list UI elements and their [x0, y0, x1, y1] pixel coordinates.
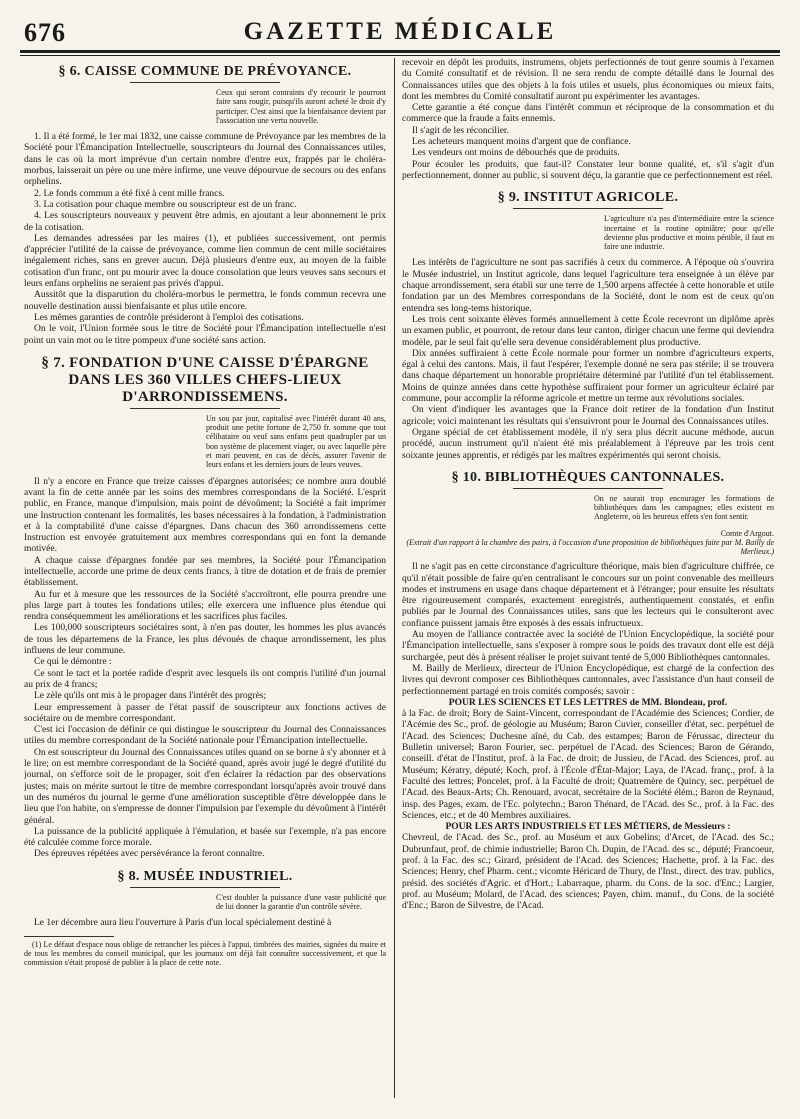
left-column [24, 60, 386, 1100]
section-9-paragraph: Les trois cent soixante élèves formés annuellement à cette École recevront un diplôme après un examen public, et pourront, de retour dans leur canton, diriger chacun une ferme qui deviendra modèle, par le seul fait qu'elle sera devenue considérablement plus productive. [402, 314, 774, 348]
section-9-paragraph: On vient d'indiquer les avantages que la France doit retirer de la fondation d'un Institut agricole; voici maintenant les résultats qui s'ensuivront pour le Journal des Connaissances utiles. [402, 405, 774, 427]
section-8-continued [402, 58, 774, 182]
section-7-paragraph: Il n'y a encore en France que treize caisses d'épargnes autorisées; ce nombre aura doublé avant la fin de cette année par les soins des membres correspondans de la Société. L'esprit public, en France, manque d'impulsion, mais point de dévoûment; la Société a fait imprimer une Instruction contenant les formalités, les bases nécessaires à la fondation, à l'administration et à la comptabilité d'une caisse d'épargnes. Dans chacun des 360 arrondissemens cette Instruction est envoyée gratuitement aux membres correspondans qui en font la demande motivée. [24, 476, 386, 555]
committee-heading-arts: POUR LES ARTS INDUSTRIELS ET LES MÉTIERS, de Messieurs : [445, 822, 731, 833]
section-9-paragraph: Organe spécial de cet établissement modèle, il n'y sera plus décrit aucune méthode, aucun procédé, aucun instrument qu'il n'aient été mis préalablement à l'épreuve par les trois cent soixante jeunes apprentis, et rédigés par les maîtres expérimentés qui seront choisis. [402, 427, 774, 461]
section-10-paragraph: Chevreul, de l'Acad. des Sc., prof. au Muséum et aux Gobelins; d'Arcet, de l'Acad. des Sc.; Dubrunfaut, prof. de chimie industrielle; Baron Ch. Dupin, de l'Acad. des sc., député; Francoeur, prof. à la Fac. des sc.; Girard, président de l'Acad. des Sciences; Hachette, prof. à la Fac. des Sciences; Henry, chef Pharm. cent.; vicomte Héricard de Thury, de l'Inst., direct. des trav. publics, présid. des sociétés d'Agric. et d'Hort.; Labarraque, pharm. du Cons. de la soc. d'Enc.; Largier, prof. au Muséum; Molard, de l'Acad. des sciences; Payen, chim. manuf., du Cons. de la société d'Enc.; Baron de Silvestre, de l'Acad. [402, 833, 774, 912]
section-8-paragraph: Il s'agit de les réconcilier. [412, 125, 509, 136]
section-8-paragraph: Pour écouler les produits, que faut-il? Constater leur bonne qualité, et, s'il s'agit d'un perfectionnement, donner au public, si souvent déçu, la garantie que ce perfectionnement est réel. [402, 159, 774, 181]
section-7-paragraph: La puissance de la publicité appliquée à l'émulation, et basée sur l'exemple, n'a pas encore été calculée comme force morale. [24, 826, 386, 849]
section-8-paragraph: Les vendeurs ont moins de débouchés que de produits. [412, 148, 620, 159]
footnote: (1) Le défaut d'espace nous oblige de retrancher les pièces à l'appui, timbrées des mairies, signées du maire et de tous les membres du conseil municipal, que les journaux ont déjà fait connaître successivement, et que la commission s'était proposé de publier à la place de cette note. [24, 939, 386, 968]
column-divider [394, 58, 395, 1098]
section-6-paragraph: Les mêmes garanties de contrôle présideront à l'emploi des cotisations. [34, 312, 304, 323]
masthead-title: GAZETTE MÉDICALE [243, 18, 557, 45]
section-6-paragraph: Aussitôt que la disparution du choléra-morbus le permettra, le fonds commun recevra une nouvelle destination aussi bienfaisante et plus utile encore. [24, 290, 386, 312]
section-8-epigraph: C'est doubler la puissance d'une vaste publicité que de lui donner la garantie d'un contrôle sévère. [216, 892, 386, 911]
section-9-body [402, 258, 774, 461]
header-rule-thin [20, 55, 780, 56]
section-7-paragraph: Leur empressement à passer de l'état passif de souscripteur aux fonctions actives de sociétaire ou de membre correspondant. [24, 702, 386, 724]
section-6-paragraph: On le voit, l'Union formée sous le titre de Société pour l'Émancipation intellectuelle n'est point un vain mot ou le titre pompeux d'une société sans action. [24, 324, 386, 346]
section-7-body [24, 477, 386, 861]
section-7-title-rule [130, 408, 280, 409]
section-6-paragraph: 1. Il a été formé, le 1er mai 1832, une caisse commune de Prévoyance par les membres de la Société pour l'Émancipation Intellectuelle, souscripteurs du Journal des Connaissances utiles, dans le cas où la mort imprévue d'un certain nombre d'entre eux, frappés par le choléra-morbus, laisserait un père ou une mère infirme, une veuve dépourvue de secours ou des enfans orphelins. [24, 132, 386, 188]
section-8-paragraph: Le 1er décembre aura lieu l'ouverture à Paris d'un local spécialement destiné à [34, 918, 332, 929]
section-6-body [24, 132, 386, 347]
section-7-paragraph: Le zèle qu'ils ont mis à le propager dans l'intérêt des progrès; [34, 691, 267, 702]
section-9-title-rule [513, 208, 663, 209]
right-column [402, 58, 774, 1098]
section-10-epigraph: On ne saurait trop encourager les formations de bibliothèques dans les campagnes; elles existent en Angleterre, où les heureux effets s'en font sentir. [594, 493, 774, 522]
section-7-paragraph: A chaque caisse d'épargnes fondée par ses membres, la Société pour l'Émancipation intellectuelle, accorde une prime de deux cents francs, à titre de dotation et de frais de premier établissement. [24, 555, 386, 589]
section-10-paragraph: M. Bailly de Merlieux, directeur de l'Union Encyclopédique, est chargé de la confection des livres qui devront composer ces Bibliothèques cantonnales, avec l'assistance d'un haut conseil de perfectionnement partagé en trois comités composés; savoir : [402, 663, 774, 697]
section-7-paragraph: Des épreuves répétées avec persévérance la feront connaître. [34, 849, 265, 860]
section-6-paragraph: 2. Le fonds commun a été fixé à cent mille francs. [34, 188, 225, 199]
section-8-paragraph: Les acheteurs manquent moins d'argent que de confiance. [412, 137, 631, 148]
section-8-title: § 8. MUSÉE INDUSTRIEL. [117, 868, 293, 884]
section-8-paragraph: recevoir en dépôt les produits, instrumens, objets perfectionnés de tout genre soumis à l'examen du Comité consultatif et de révision. Il ne sera rendu de compte détaillé dans le Journal des Connaissances utiles que des objets à la fois utiles et usuels, plus économiques ou mieux faits, dont les membres du Comité consultatif auront pu expérimenter les avantages. [402, 58, 774, 102]
page-number: 676 [24, 18, 66, 47]
section-10-epigraph-attribution: Comte d'Argout. [720, 528, 774, 538]
section-10-title: § 10. BIBLIOTHÈQUES CANTONNALES. [451, 469, 725, 485]
section-9-title: § 9. INSTITUT AGRICOLE. [497, 190, 679, 206]
section-7-paragraph: C'est ici l'occasion de définir ce qui distingue le souscripteur du Journal des Connaissances utiles du membre correspondant de la Société nationale pour l'Émancipation intellectuelle. [24, 725, 386, 747]
section-6-paragraph: 3. La cotisation pour chaque membre ou souscripteur est de un franc. [34, 199, 297, 210]
section-7-paragraph: Ce qui le démontre : [34, 657, 112, 668]
section-9-paragraph: Dix années suffiraient à cette École normale pour former un nombre d'agriculteurs experts, égal à celui des cantons. Mais, il faut l'espérer, l'exemple donné ne sera pas stérile; il se trouvera dans chaque département un honorable propriétaire déterminé par l'utilité d'un tel établissement. Moins de quinze années dans cette hypothèse suffiraient pour former un agriculteur éclairé par commune, pour accomplir la réforme agricole et mettre un terme aux révolutions sociales. [402, 348, 774, 405]
section-10-paragraph: à la Fac. de droit; Bory de Saint-Vincent, correspondant de l'Académie des Sciences; Cordier, de l'Acémie des Sc., prof. de géologie au Muséum; Baron Cuvier, conseiller d'état, sec. perpétuel de l'Acad. des Sciences; Duchesne aîné, du Cab. des estampes; Baron de Férussac, directeur du Bulletin universel; Baron Fourier, sec. perpétuel de l'Acad. des Sciences; Baron de Gérando, conseill. d'état de l'Institut, prof. à la Fac. de droit; de Jussieu, de l'Acad. des Sciences, prof. au Muséum; Kératry, député; Koch, prof. à l'École d'État-Major; Laya, de l'Acad. franç., prof. à la Faculté des lettres; Poncelet, prof. à la Faculté de droit; Quatremère de Quincy, sec. perpétuel de l'Acad. des Beaux-Arts; Ch. Renouard, avocat, secrétaire de la Société élém.; Baron de Reynaud, insp. des Pages, exam. de l'Ec. polytechn.; Baron Thénard, de l'Acad. des Sc., prof. à la Fac. des Sciences, etc.; et de 40 Membres auxiliaires. [402, 709, 774, 821]
section-6-paragraph: Les demandes adressées par les maires (1), et publiées successivement, ont permis d'apprécier l'utilité de la caisse de prévoyance, comme lien commun de cent mille sociétaires inégalement riches, sans en grever aucun. Déjà plusieurs d'entre eux, au moyen de la faible cotisation d'un franc, ont pu mourir avec la douce consolation que leurs veuves sans secours et leurs enfans orphelins ne seraient pas privés d'appui. [24, 233, 386, 290]
section-7-paragraph: On est souscripteur du Journal des Connaissances utiles quand on se borne à s'y abonner et à le lire; on est membre correspondant de la Société quand, après avoir jugé le degré d'utilité du journal, on s'efforce soit de le propager, soit d'en éclairer la rédaction par des observations justes; mais on mérite surtout le titre de membre correspondant lorsqu'après avoir trouvé dans un des numéros du journal le germe d'une amélioration susceptible d'être développée dans le lieu que l'on habite, on s'empresse de donner l'impulsion par l'exemple du dévoûment à l'intérêt général. [24, 747, 386, 826]
section-9-epigraph: L'agriculture n'a pas d'intermédiaire entre la science incertaine et la routine opiniâtre; pour qu'elle devienne plus productive et moins pénible, il faut en faire une industrie. [604, 214, 774, 252]
section-6-epigraph: Ceux qui seront contraints d'y recourir le pourront faire sans rougir, puisqu'ils auront acheté le droit d'y participer. C'est ainsi que la bienfaisance devient par l'association une vertu nouvelle. [216, 88, 386, 125]
section-8-title-rule [130, 887, 280, 888]
page-header [20, 14, 780, 50]
section-6-paragraph: 4. Les souscripteurs nouveaux y peuvent être admis, en ajoutant a leur abonnement le prix de la cotisation. [24, 211, 386, 233]
section-6-title: § 6. CAISSE COMMUNE DE PRÉVOYANCE. [58, 64, 352, 79]
section-7-epigraph: Un sou par jour, capitalisé avec l'intérêt durant 40 ans, produit une petite fortune de 2,750 fr. somme que tout célibataire ou veuf sans enfans peut quadrupler par un bon système de placement viager, ou avec laquelle père et mari peuvent, en cas de décès, assurer l'avenir de leurs enfans et les derniers jours de leurs veuves. [206, 413, 386, 470]
section-9-paragraph: Les intérêts de l'agriculture ne sont pas sacrifiés à ceux du commerce. A l'époque où s'ouvrira le Musée industriel, un Institut agricole, dans lequel l'agriculture tera enseignée à un élève par chaque arrondissement, sera établi sur une terre de 1,500 arpens affectée à cette honorable et utile fondation par un des Membres correspondans de la Société, dont le nom est de ceux qu'on entendra ses long-tems historique. [402, 258, 774, 314]
section-10-paragraph: Au moyen de l'alliance contractée avec la société de l'Union Encyclopédique, la société pour l'Émancipation intellectuelle, sans s'exposer à rompre sous le poids des travaux dont elle est déjà surchargée, peut dès à présent réaliser le projet suivant tenté de 5,000 Bibliothèques cantonnales. [402, 630, 774, 663]
section-10-epigraph-note: (Extrait d'un rapport à la chambre des pairs, à l'occasion d'une proposition de bibliothèques faite par M. Bailly de Merlieux.) [406, 537, 774, 556]
section-7-paragraph: Ce sont le tact et la portée radide d'esprit avec lesquels ils ont compris l'utilité d'un journal au prix de 4 francs; [24, 668, 386, 690]
section-10-paragraph: Il ne s'agit pas en cette circonstance d'agriculture théorique, mais bien d'agriculture chiffrée, ce qu'il n'était possible de faire qu'en centralisant le concours sur un point convenable des meilleurs modes et instrumens en usage dans chaque département et à l'étranger; pour ensuite les résultats être rigoureusement comparés, exactement enregistrés, authentiquement constatés, et enfin publiés par le Journal des Connaissances utiles, sans que les lecteurs qui le consulteront avec confiance puissent jamais être exposés à des essais infructueux. [402, 562, 774, 629]
section-10-body [402, 562, 774, 912]
committee-heading-sciences: POUR LES SCIENCES ET LES LETTRES de MM. Blondeau, prof. [448, 697, 728, 708]
section-7-paragraph: Au fur et à mesure que les ressources de la Société s'accroîtront, elle pourra prendre une plus large part à toutes les fondations utiles; elle exercera une influence plus étendue qui rendra conséquemment les améliorations et les sacrifices plus faciles. [24, 589, 386, 623]
section-6-title-rule [130, 82, 280, 83]
section-8-paragraph: Cette garantie a été conçue dans l'intérêt commun et réciproque de la consommation et du commerce que la fraude a faits ennemis. [402, 103, 774, 125]
header-rule-thick [20, 50, 780, 53]
footnote-rule [24, 936, 114, 937]
section-7-paragraph: Les 100,000 souscripteurs sociétaires sont, à n'en pas douter, les hommes les plus avancés de tous les départemens de la France, les plus dévoués de chaque arrondissement, les plus influens de leur commune. [24, 623, 386, 657]
section-10-title-rule [513, 488, 663, 489]
section-7-title: § 7. FONDATION D'UNE CAISSE D'ÉPARGNE DANS LES 360 VILLES CHEFS-LIEUX D'ARRONDISSEMENS. [41, 354, 369, 405]
